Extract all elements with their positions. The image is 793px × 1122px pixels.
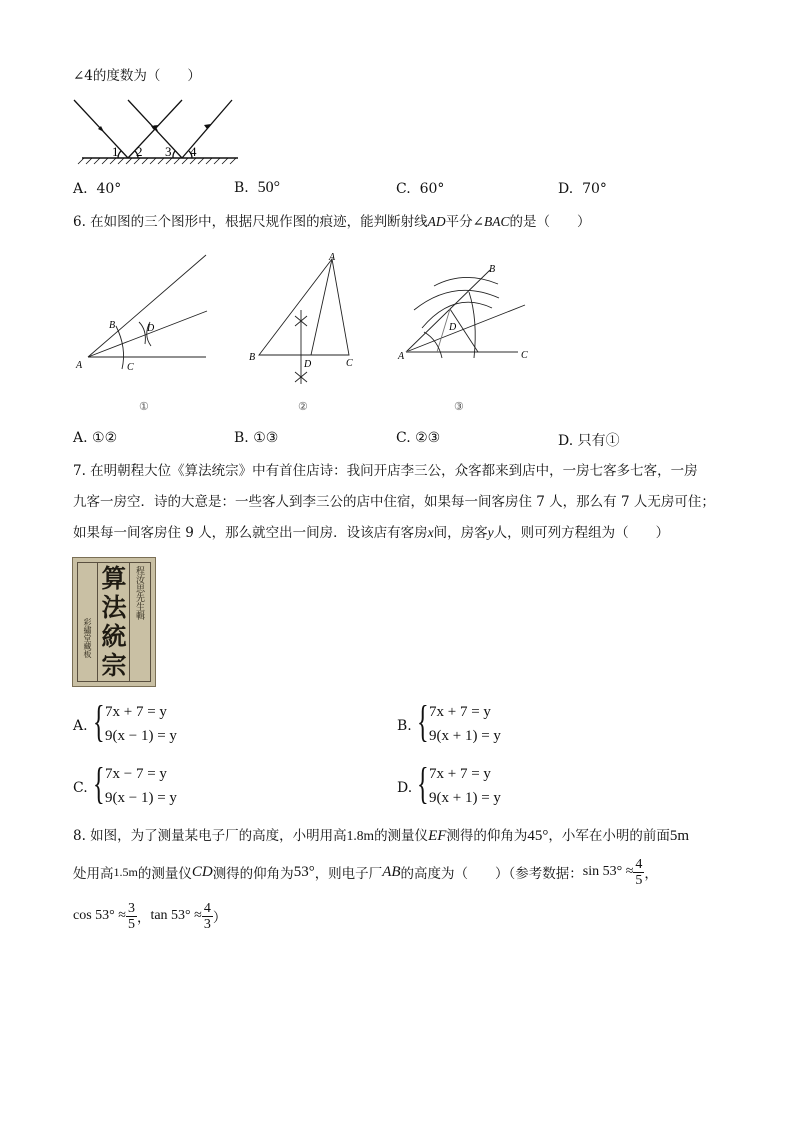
option-text: ②③ <box>415 430 441 446</box>
q6-option-b[interactable] <box>234 430 278 446</box>
q6-fig2-label-b: B <box>249 352 256 363</box>
q8-angle-1: 45° <box>527 828 549 844</box>
q5-option-b[interactable] <box>234 179 280 197</box>
q6-option-c[interactable] <box>396 430 440 446</box>
q8-line-1 <box>73 826 689 846</box>
q8-line-2 <box>73 852 658 892</box>
q8-text: 测得的仰角为 <box>446 828 528 844</box>
q7-line-3 <box>73 523 669 543</box>
equation-2: 9(x − 1) = y <box>105 728 177 744</box>
option-text: 40° <box>96 181 122 197</box>
q5-angle-label-2: 2 <box>136 144 143 159</box>
q8-text: 的测量仪 <box>374 828 429 844</box>
book-title-char: 宗 <box>101 651 127 680</box>
q8-text: ， <box>136 910 151 926</box>
option-letter: D. <box>397 780 413 796</box>
q7-book-side-right: 程汝思先生輯 <box>134 566 144 620</box>
option-text: 70° <box>582 181 607 197</box>
fraction-denominator: 3 <box>203 916 211 932</box>
q6-fig3-label-b: B <box>489 264 496 275</box>
q8-tan-fraction <box>202 901 213 932</box>
q8-cos-fraction <box>126 901 137 932</box>
q7-book-side-left: 彩繡堂藏板 <box>83 618 92 658</box>
option-text: ①③ <box>253 430 279 446</box>
q8-line-3 <box>73 896 226 936</box>
q7-var-x: x <box>427 525 434 540</box>
option-letter: C. <box>73 780 88 796</box>
equation-2: 9(x + 1) = y <box>429 728 501 744</box>
q7-option-b[interactable] <box>397 697 557 752</box>
q7-option-d[interactable] <box>397 759 557 814</box>
option-letter: B. <box>397 718 412 734</box>
q7-book-cover-image <box>72 557 156 687</box>
q6-figure-2 <box>244 250 364 415</box>
book-title-char: 統 <box>101 622 127 651</box>
q8-text: 测得的仰角为 <box>212 866 294 882</box>
fraction-numerator: 3 <box>127 900 135 916</box>
option-text: 60° <box>419 181 445 197</box>
q6-option-d[interactable] <box>558 430 620 450</box>
q6-fig3-label-c: C <box>521 350 528 361</box>
option-letter: C. <box>396 181 411 197</box>
option-text: ①② <box>92 430 118 446</box>
q6-angle: BAC <box>483 214 510 229</box>
q7-option-c[interactable] <box>73 759 233 814</box>
option-text: 50° <box>257 179 281 196</box>
book-title-char: 算 <box>101 564 127 593</box>
brace-icon: { <box>417 759 429 808</box>
q6-stem-text: 的是（ ） <box>509 214 591 230</box>
brace-icon: { <box>93 759 105 808</box>
q6-fig1-label-d: D <box>147 323 155 334</box>
q5-option-a[interactable] <box>73 181 121 197</box>
q6-figure-1 <box>72 250 212 415</box>
q8-cd: CD <box>191 863 213 880</box>
equation-2: 9(x + 1) = y <box>429 790 501 806</box>
q5-option-c[interactable] <box>396 181 444 197</box>
q8-text: ， <box>644 866 658 882</box>
q5-angle-label-3: 3 <box>165 144 172 159</box>
q6-fig2-caption: ② <box>298 401 308 413</box>
q6-fig1-label-b: B <box>109 320 116 331</box>
fraction-numerator: 4 <box>203 900 211 916</box>
q6-fig2-label-a: A <box>329 252 336 263</box>
fraction-denominator: 5 <box>127 916 135 932</box>
q6-stem-text: 平分∠ <box>445 214 484 230</box>
q8-sin-fraction <box>633 857 644 888</box>
q8-distance: 5m <box>669 828 690 844</box>
q8-ab: AB <box>382 863 401 880</box>
q6-fig3-label-a: A <box>398 351 405 362</box>
q5-option-d[interactable] <box>558 181 607 197</box>
equation-1: 7x + 7 = y <box>429 766 491 782</box>
brace-icon: { <box>417 697 429 746</box>
q8-text: 的高度为（ ）（参考数据： <box>400 866 583 882</box>
equation-1: 7x + 7 = y <box>429 704 491 720</box>
q6-fig3-label-d: D <box>449 322 457 333</box>
q8-text: 的测量仪 <box>137 866 192 882</box>
equation-2: 9(x − 1) = y <box>105 790 177 806</box>
option-letter: B. <box>234 430 249 446</box>
option-text: 只有① <box>577 433 620 449</box>
fraction-numerator: 4 <box>635 856 643 872</box>
q6-figure-3 <box>394 250 544 415</box>
q6-ray: AD <box>427 214 446 229</box>
q8-height-1: 1.8m <box>346 828 375 843</box>
q6-fig1-label-a: A <box>76 360 83 371</box>
equation-1: 7x − 7 = y <box>105 766 167 782</box>
book-title-char: 法 <box>101 593 127 622</box>
brace-icon: { <box>93 697 105 746</box>
option-letter: A. <box>73 430 88 446</box>
q7-book-title <box>99 564 129 680</box>
q7-line-2: 九客一房空．诗的大意是：一些客人到李三公的店中住宿，如果每一间客房住 7 人，那么有 7 人无房可住； <box>73 494 715 510</box>
q8-text: ） <box>212 910 227 926</box>
option-letter: D. <box>558 181 574 197</box>
option-letter: D. <box>558 433 574 449</box>
q8-tan-label: tan 53° ≈ <box>150 908 202 923</box>
q8-angle-2: 53° <box>293 863 315 880</box>
q7-var-y: y <box>487 525 494 540</box>
q8-text: 8. 如图，为了测量某电子厂的高度，小明用高 <box>73 828 347 844</box>
q5-angle-label-1: 1 <box>112 144 119 159</box>
option-letter: C. <box>396 430 411 446</box>
q6-stem <box>73 212 590 232</box>
q5-reflection-figure <box>70 94 240 166</box>
option-letter: A. <box>73 718 88 734</box>
q7-line-1: 7. 在明朝程大位《算法统宗》中有首住店诗：我问开店李三公，众客都来到店中，一房七客多七客，一房 <box>73 463 698 479</box>
equation-1: 7x + 7 = y <box>105 704 167 720</box>
q8-text: ，则电子厂 <box>314 866 383 882</box>
q6-stem-text: 6. 在如图的三个图形中，根据尺规作图的痕迹，能判断射线 <box>73 214 428 230</box>
q8-sin-label: sin 53° ≈ <box>582 864 634 879</box>
q8-text: ，小军在小明的前面 <box>548 828 670 844</box>
q6-fig2-label-d: D <box>304 359 312 370</box>
q6-fig2-label-c: C <box>346 358 353 369</box>
q6-fig1-caption: ① <box>139 401 149 413</box>
q8-text: 处用高 <box>73 866 114 882</box>
fraction-denominator: 5 <box>635 872 643 888</box>
q8-height-2: 1.5m <box>113 864 138 879</box>
q6-fig1-label-c: C <box>127 362 134 373</box>
option-letter: B. <box>234 180 249 196</box>
q5-angle-label-4: 4 <box>190 144 197 159</box>
q5-stem: ∠4的度数为（ ） <box>73 68 201 84</box>
q7-text: 人，则可列方程组为（ ） <box>493 525 670 541</box>
q7-text: 间，房客 <box>433 525 488 541</box>
q8-cos-label: cos 53° ≈ <box>73 908 126 923</box>
option-letter: A. <box>73 181 88 197</box>
q6-option-a[interactable] <box>73 430 117 446</box>
q8-ef: EF <box>428 828 447 844</box>
q7-text: 如果每一间客房住 9 人，那么就空出一间房．设该店有客房 <box>73 525 428 541</box>
q6-fig3-caption: ③ <box>454 401 464 413</box>
q7-option-a[interactable] <box>73 697 233 752</box>
